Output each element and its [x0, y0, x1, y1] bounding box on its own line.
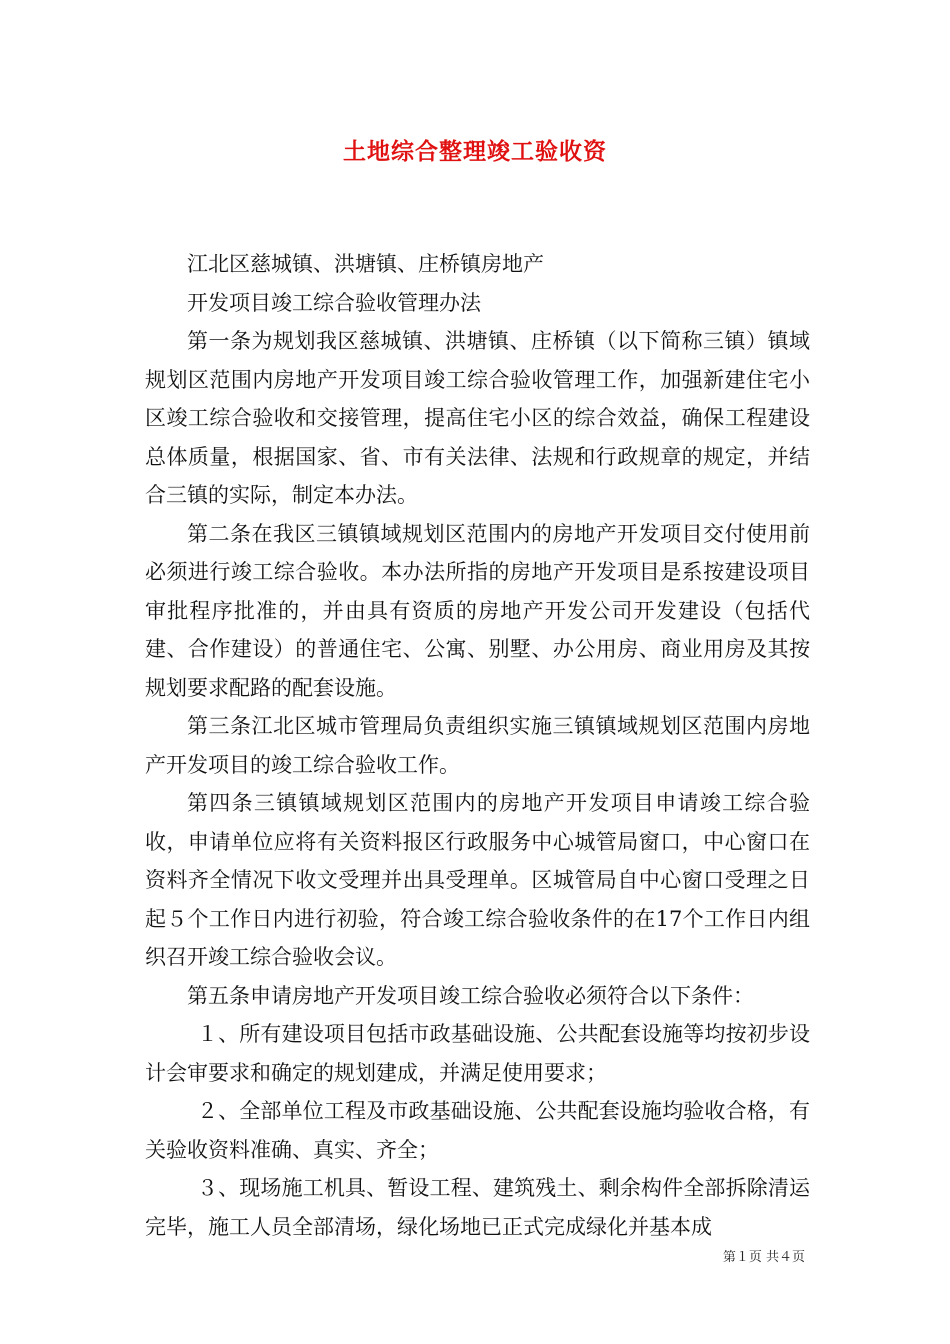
article-4: 第四条三镇镇域规划区范围内的房地产开发项目申请竣工综合验收，申请单位应将有关资料报区行政服务中心城管局窗口，中心窗口在资料齐全情况下收文受理并出具受理单。区城管局自中心窗口受理之日起５个工作日内进行初验，符合竣工综合验收条件的在17个工作日内组织召开竣工综合验收会议。 [145, 791, 810, 969]
article-5: 第五条申请房地产开发项目竣工综合验收必须符合以下条件： [187, 983, 754, 1008]
intro-line-1: 江北区慈城镇、洪塘镇、庄桥镇房地产 [187, 252, 544, 276]
article-1: 第一条为规划我区慈城镇、洪塘镇、庄桥镇（以下简称三镇）镇域规划区范围内房地产开发项目竣工综合验收管理工作，加强新建住宅小区竣工综合验收和交接管理，提高住宅小区的综合效益，确保工程建设总体质量，根据国家、省、市有关法律、法规和行政规章的规定，并结合三镇的实际，制定本办法。 [145, 329, 810, 507]
document-body [145, 245, 810, 1246]
condition-item-3: ３、现场施工机具、暂设工程、建筑残土、剩余构件全部拆除清运完毕，施工人员全部清场，绿化场地已正式完成绿化并基本成 [145, 1176, 810, 1239]
article-2: 第二条在我区三镇镇域规划区范围内的房地产开发项目交付使用前必须进行竣工综合验收。本办法所指的房地产开发项目是系按建设项目审批程序批准的，并由具有资质的房地产开发公司开发建设（包括代建、合作建设）的普通住宅、公寓、别墅、办公用房、商业用房及其按规划要求配路的配套设施。 [145, 521, 810, 700]
intro-line-2: 开发项目竣工综合验收管理办法 [187, 290, 481, 315]
page-indicator: 第１页 共４页 [722, 1250, 805, 1265]
article-3: 第三条江北区城市管理局负责组织实施三镇镇域规划区范围内房地产开发项目的竣工综合验收工作。 [145, 714, 810, 777]
condition-item-2: ２、全部单位工程及市政基础设施、公共配套设施均验收合格，有关验收资料准确、真实、齐全； [145, 1099, 810, 1162]
condition-item-1: １、所有建设项目包括市政基础设施、公共配套设施等均按初步设计会审要求和确定的规划建成，并满足使用要求； [145, 1022, 810, 1085]
document-title: 土地综合整理竣工验收资 [343, 138, 607, 165]
